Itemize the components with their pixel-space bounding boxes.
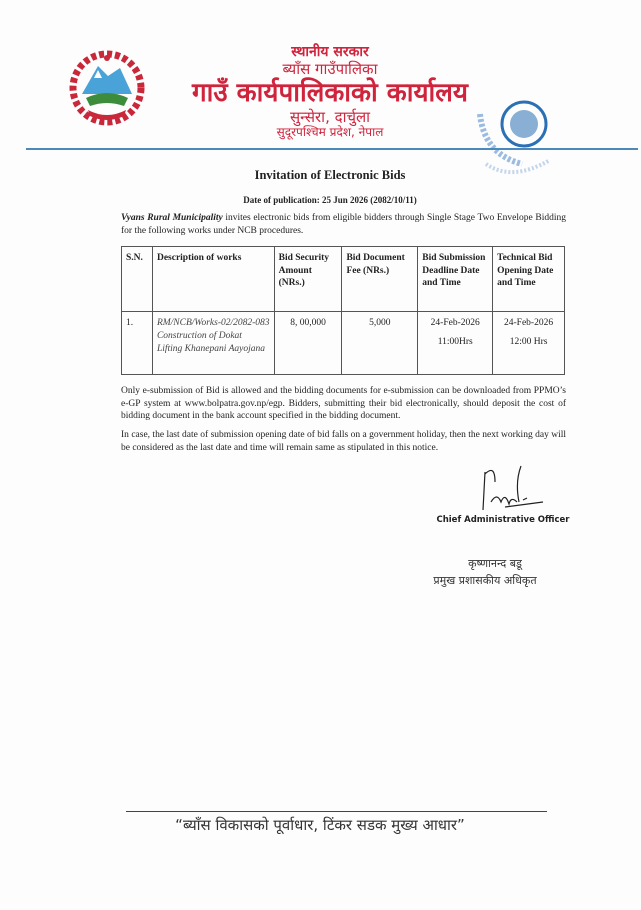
submission-date: 24-Feb-2026 <box>430 318 480 328</box>
cell-description: RM/NCB/Works-02/2082-083 Construction of Dokat Lifting Khanepani Aayojana <box>152 312 274 375</box>
cell-sn: 1. <box>122 312 153 375</box>
cell-doc-fee: 5,000 <box>342 312 418 375</box>
footer-slogan: “ब्याँस विकासको पूर्वाधार, टिंकर सडक मुख्य आधार” <box>175 816 465 834</box>
office-location: सुन्सेरा, दार्चुला <box>289 108 371 126</box>
letterhead-divider <box>26 148 638 150</box>
col-header-description: Description of works <box>152 247 274 312</box>
e-submission-paragraph: Only e-submission of Bid is allowed and the bidding documents for e-submission can be downloaded from PPMO’s e-GP system at www.bolpatra.gov.np/egp. Bidders, submitting their bid electronically, should deposit the cost of bidding document in the bank account specified in the bidding document. <box>121 386 566 421</box>
signatory-name-np: कृष्णानन्द बडू <box>468 557 522 570</box>
col-header-opening-date: Technical Bid Opening Date and Time <box>493 247 565 312</box>
submission-time: 11:00Hrs <box>437 337 473 347</box>
signatory-title-np: प्रमुख प्रशासकीय अधिकृत <box>433 574 537 587</box>
publication-date: Date of publication: 25 Jun 2026 (2082/10/11) <box>243 195 417 205</box>
intro-text: invites electronic bids from eligible bidders through Single Stage Two Envelope Bidding for the following works under NCB procedures. <box>121 213 566 236</box>
col-header-doc-fee: Bid Document Fee (NRs.) <box>342 247 418 312</box>
municipality-name-emphasis: Vyans Rural Municipality <box>121 213 223 223</box>
cell-opening-date <box>493 312 565 375</box>
col-header-submission-deadline: Bid Submission Deadline Date and Time <box>418 247 493 312</box>
bids-table <box>121 246 565 375</box>
signatory-title: Chief Administrative Officer <box>436 515 570 525</box>
municipality-name: ब्याँस गाउँपालिका <box>282 60 378 78</box>
province-country: सुदूरपश्चिम प्रदेश, नेपाल <box>276 125 384 139</box>
holiday-paragraph: In case, the last date of submission opening date of bid falls on a government holiday, then the next working day will be considered as the last date and time will remain same as stipulated in this notice. <box>121 430 566 453</box>
table-header-row <box>122 247 565 312</box>
col-header-sn: S.N. <box>122 247 153 312</box>
table-row <box>122 312 565 375</box>
signature <box>475 462 545 512</box>
intro-paragraph <box>121 212 566 237</box>
cell-submission-deadline <box>418 312 493 375</box>
footer-divider <box>126 811 547 812</box>
cell-bid-security: 8, 00,000 <box>274 312 342 375</box>
opening-date: 24-Feb-2026 <box>504 318 554 328</box>
col-header-bid-security: Bid Security Amount (NRs.) <box>274 247 342 312</box>
notice-title: Invitation of Electronic Bids <box>254 168 406 182</box>
nepal-emblem-logo <box>68 48 146 128</box>
opening-time: 12:00 Hrs <box>509 337 548 347</box>
office-name: गाउँ कार्यपालिकाको कार्यालय <box>192 78 468 108</box>
letterhead-line-1: स्थानीय सरकार <box>291 44 369 60</box>
